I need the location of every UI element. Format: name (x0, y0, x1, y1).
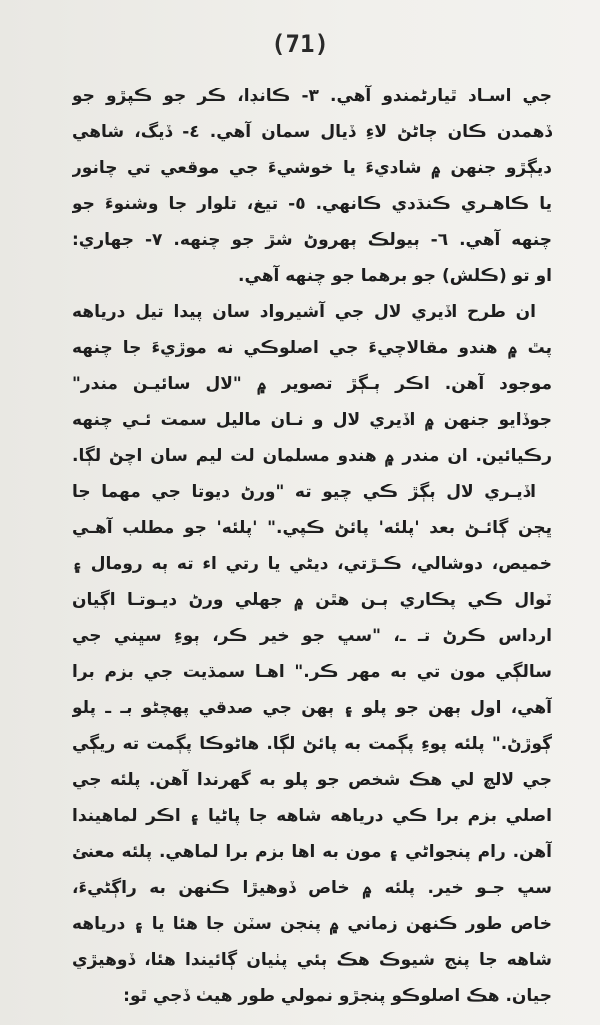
text-line: جيان. هڪ اصلوڪو پنجڙو نمولي طور هيٺ ڏجي ٿو: (123, 986, 552, 1006)
text-line: جي لالچ لي هڪ شخص جو پلو به گهرندا آهن. پلئه جي (72, 770, 552, 790)
text-line: ارداس ڪرڻ تـ ـ، "سڀ جو خير ڪر، ٻوءِ سڀني جي (72, 626, 552, 646)
text-line: خميص، دوشالي، ڪـڙتي، ديڻي يا رتي اء ته ٻه رومال ۽ (72, 554, 552, 574)
text-line: رڪيائين. ان مندر ۾ هندو مسلمان لت ليم سان اچڻ لڳا. (72, 446, 552, 466)
text-body (72, 78, 552, 1014)
text-line: اصلي بزم برا ڪي درياهه شاهه جا پاڻيا ۽ اڪر لماهيندا (72, 806, 552, 826)
text-line: او تو (ڪلش) جو برهما جو چنهه آهي. (238, 266, 552, 286)
text-line: اڏيـري لال ٻڳڙ ڪي چيو ته "ورڻ ديوتا جي مهما جا (72, 482, 536, 502)
text-line: ٽوال ڪي پڪاري ٻـن هٿن ۾ جهلي ورڻ ديـوتـا اڳيان (72, 590, 552, 610)
text-line: ديڳڙو جنهن ۾ شاديءَ يا خوشيءَ جي موقعي تي چانور (72, 158, 552, 178)
text-line: ان طرح اڏيري لال جي آشيرواد سان پيدا تيل درياهه (72, 302, 536, 322)
text-line: آهن. رام پنجواڻي ۽ مون به اها بزم برا لماهي. پلئه معنئ (72, 842, 552, 862)
text-line: چنهه آهي. ٦- ٻيولڪ ٻهروڻ شڙ جو چنهه. ٧- جهاري: (72, 230, 552, 250)
text-line: خاص طور ڪنهن زماني ۾ پنجن سٽن جا هئا يا ۽ درياهه (72, 914, 552, 934)
page-number: (71) (271, 30, 329, 58)
text-line: ڳوڙڻ." پلئه پوءِ پڳمت به پائڻ لڳا. هاڻوڪا پڳمت ته ريڳي (72, 734, 552, 754)
text-line: موجود آهن. اڪر ٻـڳڙ تصوير ۾ "لال سائيـن مندر" (72, 374, 552, 394)
text-line: سڀ جـو خير. پلئه ۾ خاص ڏوهيڙا ڪنهن به راڳڻيءَ، (72, 878, 552, 898)
text-line: جي اسـاد ٿيارڻمندو آهي. ٣- ڪانڊا، ڪر جو ڪپڙو جو (72, 86, 552, 106)
text-line: سالڳي مون تي به مهر ڪر." اهـا سمڌيت جي بزم برا (72, 662, 552, 682)
text-line: ڏهمدن ڪان ڄاڻڻ لاءِ ڏيال سمان آهي. ٤- ڏيگ، شاهي (72, 122, 552, 142)
text-line: جوڏايو جنهن ۾ اڏيري لال و نـان ماليل سمت ئـي چنهه (72, 410, 552, 430)
text-line: آهي، اول ٻهن جو پلو ۽ ٻهن جي صدقي پهچڻو بـ ـ پلو (72, 698, 552, 718)
text-line: يا ڪاهـري ڪنڌدي ڪانهي. ٥- تيغ، تلوار جا وشنوءَ جو (72, 194, 552, 214)
text-line: پٿ ۾ هندو مقالاچيءَ جي اصلوڪي نه موڙيءَ جا چنهه (72, 338, 552, 358)
text-line: شاهه جا پنج شيوڪ هڪ ٻئي پٺيان ڳائيندا هئا، ڏوهيڙي (72, 950, 552, 970)
text-line: ڀڄن ڳائـڻ بعد 'پلئه' پائڻ ڪپي." 'پلئه' جو مطلب آهـي (72, 518, 552, 538)
